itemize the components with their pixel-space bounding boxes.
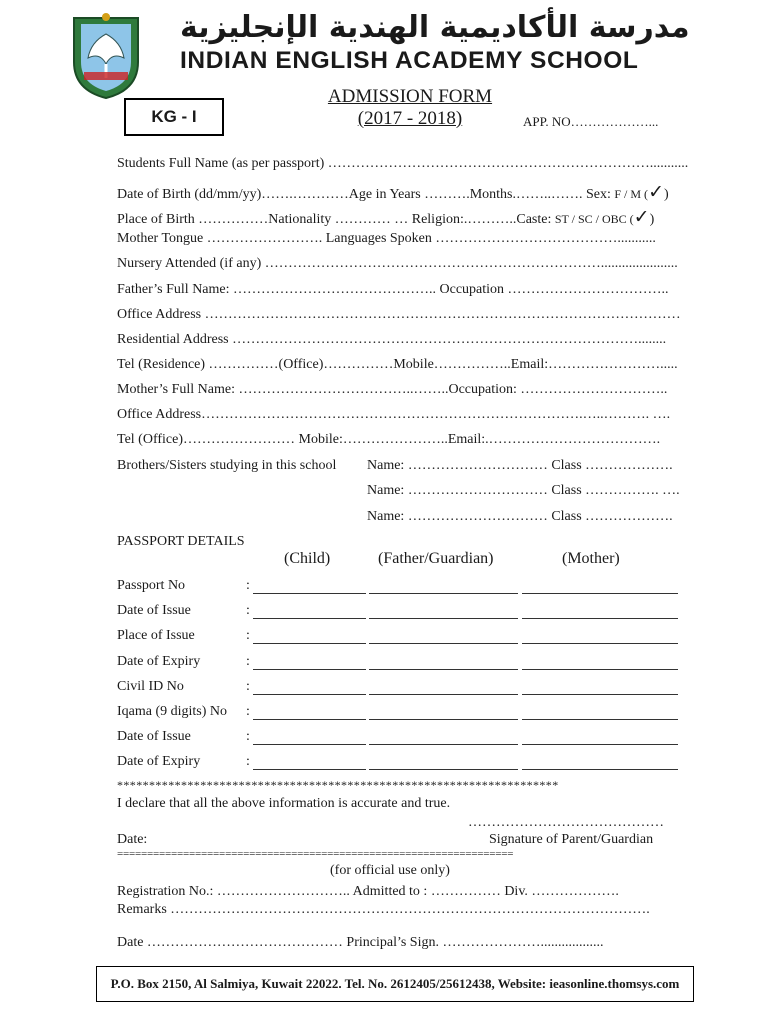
place-of-birth-row <box>117 206 654 228</box>
registration-row[interactable]: Registration No.: ……………………….. Admitted to : …………… Div. ………………. <box>117 884 619 899</box>
passport-row-label: Date of Expiry <box>117 653 201 669</box>
passport-father-input-line[interactable] <box>369 643 518 644</box>
colon: : <box>246 754 250 770</box>
passport-mother-input-line[interactable] <box>522 719 678 720</box>
father-office-address-field[interactable]: Office Address ………………………………………………………………………………………… <box>117 307 681 322</box>
passport-row-label: Place of Issue <box>117 628 195 644</box>
remarks-row[interactable]: Remarks …………………………………………………………………………………………. <box>117 902 650 917</box>
passport-row-label: Civil ID No <box>117 678 184 694</box>
sex-options[interactable]: F / M ( <box>614 187 649 201</box>
passport-father-input-line[interactable] <box>369 593 518 594</box>
passport-mother-input-line[interactable] <box>522 618 678 619</box>
tel-office-field[interactable]: Tel (Office)…………………… Mobile:…………………..Email:.………………………………. <box>117 432 661 447</box>
passport-mother-input-line[interactable] <box>522 593 678 594</box>
passport-mother-input-line[interactable] <box>522 694 678 695</box>
column-child: (Child) <box>284 550 331 567</box>
father-name-field[interactable]: Father’s Full Name: …………………………………….. Occupation …………………………….. <box>117 282 669 297</box>
passport-father-input-line[interactable] <box>369 694 518 695</box>
school-name-arabic: مدرسة الأكاديمية الهندية الإنجليزية <box>180 10 690 45</box>
mother-tongue-field[interactable]: Mother Tongue ……………………. Languages Spoken …………………………………........... <box>117 231 656 246</box>
dob-field[interactable]: Date of Birth (dd/mm/yy)…….…………Age in Years ……….Months.……..……. Sex: <box>117 187 611 202</box>
passport-mother-input-line[interactable] <box>522 669 678 670</box>
colon: : <box>246 603 250 619</box>
passport-father-input-line[interactable] <box>369 769 518 770</box>
passport-child-input-line[interactable] <box>253 694 366 695</box>
colon: : <box>246 704 250 719</box>
stars-divider: ********************************************************************* <box>117 778 559 792</box>
passport-row-label: Date of Issue <box>117 729 191 745</box>
official-date-sign-row[interactable]: Date …………………………………… Principal’s Sign. ………………….................. <box>117 935 604 950</box>
academic-year: (2017 - 2018) <box>357 108 463 129</box>
passport-child-input-line[interactable] <box>253 643 366 644</box>
nursery-field[interactable]: Nursery Attended (if any) ………………………………………………………………...................... <box>117 256 678 271</box>
passport-father-input-line[interactable] <box>369 744 518 745</box>
footer-address: P.O. Box 2150, Al Salmiya, Kuwait 22022. Tel. No. 2612405/25612438, Website: ieasonline.thomsys.com <box>96 966 694 1002</box>
signature-label: Signature of Parent/Guardian <box>489 832 654 847</box>
colon: : <box>246 628 250 644</box>
school-crest-logo <box>66 12 146 100</box>
mother-name-field[interactable]: Mother’s Full Name: ………………………………..……..Occupation: ………………………….. <box>117 382 668 397</box>
sibling-row-2[interactable]: Name: ………………………… Class ……………. …. <box>367 483 680 498</box>
passport-child-input-line[interactable] <box>253 719 366 720</box>
column-father: (Father/Guardian) <box>378 550 494 567</box>
class-box: KG - I <box>124 98 224 136</box>
passport-father-input-line[interactable] <box>369 618 518 619</box>
passport-row-label: Passport No <box>117 578 186 593</box>
passport-row-label: Iqama (9 digits) No <box>117 704 228 719</box>
colon: : <box>246 578 250 593</box>
siblings-label: Brothers/Sisters studying in this school <box>117 458 337 473</box>
passport-mother-input-line[interactable] <box>522 744 678 745</box>
passport-child-input-line[interactable] <box>253 618 366 619</box>
colon: : <box>246 729 250 745</box>
double-divider: ================================================================== <box>117 848 514 860</box>
check-mark-icon: ✓ <box>648 181 664 203</box>
mother-office-address-field[interactable]: Office Address……………………………………………………………………….…..………. …. <box>117 407 671 422</box>
tel-residence-field[interactable]: Tel (Residence) ……………(Office)……………Mobile……………..Email:……………………..... <box>117 357 678 372</box>
student-name-field[interactable]: Students Full Name (as per passport) ……………………………………………………………........... <box>117 156 689 171</box>
close-paren: ) <box>649 212 655 227</box>
column-mother: (Mother) <box>562 550 620 567</box>
sibling-row-1[interactable]: Name: ………………………… Class ………………. <box>367 458 673 473</box>
close-paren: ) <box>663 187 669 202</box>
passport-child-input-line[interactable] <box>253 669 366 670</box>
passport-child-input-line[interactable] <box>253 769 366 770</box>
application-number: APP. NO………………... <box>523 114 659 129</box>
passport-mother-input-line[interactable] <box>522 769 678 770</box>
official-use-title: (for official use only) <box>330 863 450 878</box>
school-name: INDIAN ENGLISH ACADEMY SCHOOL <box>180 47 639 74</box>
check-mark-icon: ✓ <box>633 206 650 228</box>
place-of-birth-field[interactable]: Place of Birth ……………Nationality ………… … Religion:.………..Caste: <box>117 212 552 227</box>
declaration-text: I declare that all the above information is accurate and true. <box>117 796 451 811</box>
dob-field-row <box>117 181 669 203</box>
colon: : <box>246 678 250 694</box>
signature-line[interactable]: …………………………………… <box>468 815 664 830</box>
passport-child-input-line[interactable] <box>253 593 366 594</box>
passport-father-input-line[interactable] <box>369 719 518 720</box>
form-title: ADMISSION FORM <box>327 86 493 107</box>
passport-row-label: Date of Expiry <box>117 754 201 770</box>
passport-row-label: Date of Issue <box>117 603 191 619</box>
passport-mother-input-line[interactable] <box>522 643 678 644</box>
form-title-block <box>290 86 530 130</box>
passport-section-title: PASSPORT DETAILS <box>117 534 245 549</box>
sibling-row-3[interactable]: Name: ………………………… Class ………………. <box>367 509 673 524</box>
passport-father-input-line[interactable] <box>369 669 518 670</box>
caste-options[interactable]: ST / SC / OBC ( <box>554 212 634 226</box>
colon: : <box>246 653 250 669</box>
declaration-date-label[interactable]: Date: <box>117 832 148 847</box>
passport-child-input-line[interactable] <box>253 744 366 745</box>
residential-address-field[interactable]: Residential Address ……………………………………………………………………………........ <box>117 332 667 347</box>
